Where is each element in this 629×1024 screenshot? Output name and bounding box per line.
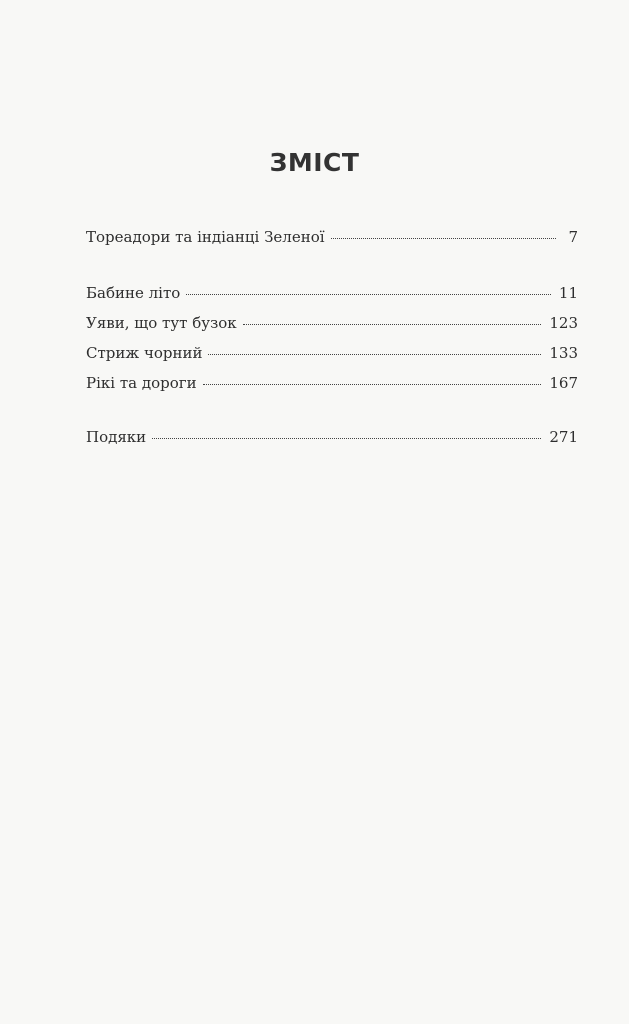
toc-entry-acknowledgements [86, 428, 578, 458]
toc-entry-page: 167 [549, 374, 578, 392]
toc-leader-dots [152, 437, 541, 439]
toc-entry-chapter [86, 284, 578, 314]
toc-leader-dots [243, 323, 542, 325]
toc-entry-page: 123 [549, 314, 578, 332]
toc-entry-page: 11 [558, 284, 578, 302]
toc-entry-label: Стриж чорний [86, 344, 203, 362]
toc-entry-chapter [86, 374, 578, 404]
toc-leader-dots [186, 293, 551, 295]
toc-entry-intro [86, 228, 578, 258]
toc-entry-label: Тореадори та індіанці Зеленої [86, 228, 325, 246]
toc-entry-chapter [86, 344, 578, 374]
toc-entry-label: Подяки [86, 428, 147, 446]
toc-entry-chapter [86, 314, 578, 344]
toc-entry-label: Уяви, що тут бузок [86, 314, 237, 332]
toc-leader-dots [208, 353, 541, 355]
toc-entry-page: 7 [568, 228, 578, 246]
toc-leader-dots [203, 383, 542, 385]
toc-acknowledgements-group [86, 428, 578, 458]
toc-entry-page: 271 [549, 428, 578, 446]
toc-entry-label: Бабине літо [86, 284, 181, 302]
page-title: ЗМІСТ [269, 148, 360, 177]
toc-entry-page: 133 [549, 344, 578, 362]
toc-leader-dots [331, 237, 556, 239]
toc-chapters-group [86, 284, 578, 404]
toc-intro-group [86, 228, 578, 258]
toc-entry-label: Рікі та дороги [86, 374, 197, 392]
